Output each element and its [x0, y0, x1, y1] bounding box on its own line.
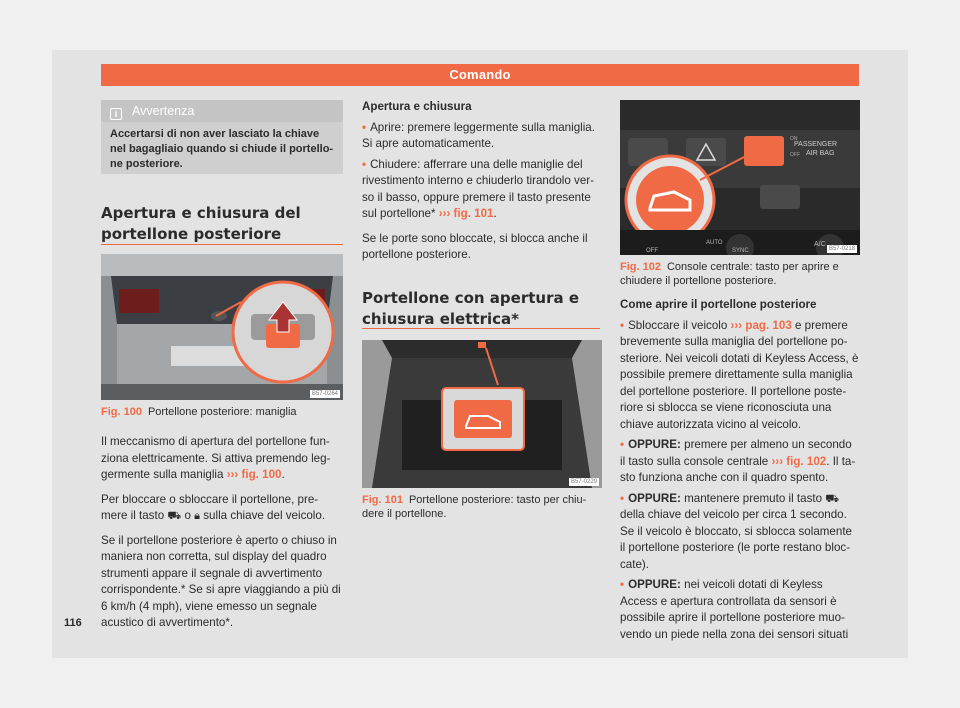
- page-number: 116: [64, 617, 82, 629]
- bullet-icon: •: [362, 120, 367, 134]
- warning-box: [101, 100, 343, 174]
- paragraph: Se le porte sono bloccate, si blocca anche il portellone posteriore.: [362, 231, 588, 261]
- punctuation: .: [281, 468, 285, 481]
- bullet-icon: •: [620, 578, 625, 591]
- figure-number: Fig. 100: [101, 406, 142, 418]
- section2-body: [362, 99, 602, 272]
- punctuation: .: [493, 207, 497, 220]
- bullet-item: [620, 318, 860, 434]
- figure-100-caption: [101, 406, 343, 420]
- bullet-item: [620, 577, 860, 643]
- tailgate-handle-image: [101, 254, 343, 400]
- paragraph-text: o: [184, 509, 191, 522]
- section-heading: Portellone con apertura e chiusura elettrica*: [362, 289, 579, 328]
- ac-label: A/C: [814, 241, 826, 248]
- tailgate-key-icon: ⛟: [825, 492, 840, 505]
- off-label: OFF: [790, 152, 800, 158]
- bullet-icon: •: [620, 318, 625, 332]
- bullet-text: premere per almeno un secondo il tasto sulla console centrale: [620, 438, 852, 468]
- paragraph-text: Per bloccare o sbloccare il portellone, pre- mere il tasto: [101, 492, 319, 522]
- warning-title: Avvertenza: [132, 104, 195, 118]
- subheading: Apertura e chiusura: [362, 100, 472, 113]
- airbag-label: AIR BAG: [806, 150, 835, 157]
- ref-arrow: ›››: [226, 468, 239, 481]
- figure-101: [362, 340, 602, 488]
- bullet-text: della chiave del veicolo per circa 1 secondo. Se il veicolo è bloccato, si sblocca solamente il portellone posteriore (le porte restano bloc- cate).: [620, 508, 852, 571]
- caption-text: Portellone posteriore: maniglia: [147, 406, 297, 418]
- sync-label: SYNC: [732, 248, 749, 254]
- heading-rule: [362, 328, 600, 329]
- caption-text: Console centrale: tasto per aprire e chiudere il portellone posteriore.: [620, 261, 839, 287]
- subheading: Come aprire il portellone posteriore: [620, 298, 817, 311]
- figure-id: B57-0264: [311, 391, 338, 397]
- bullet-text: nei veicoli dotati di Keyless Access e apertura controllata da sensori è possibile aprire il portellone posteriore muo- vendo un piede nella zona dei sensori situati: [620, 578, 849, 641]
- info-icon: i: [110, 108, 122, 120]
- bullet-text: mantenere premuto il tasto: [684, 491, 823, 505]
- section1-body: [101, 434, 343, 640]
- figure-number: Fig. 102: [620, 261, 661, 273]
- bullet-item: [620, 491, 860, 574]
- figure-102-caption: [620, 261, 860, 288]
- figure-link[interactable]: fig. 100: [241, 468, 282, 481]
- figure-link[interactable]: fig. 101: [453, 207, 494, 220]
- paragraph: Se il portellone posteriore è aperto o chiuso in maniera non corretta, sul display del quadro strumenti appare il segnale di avvertimento corrispondente.* Se si apre viaggiando a più di 6 km/h (4 mph), viene emesso un segnale acustico di avvertimento*.: [101, 533, 341, 629]
- figure-id: B57-0229: [570, 479, 597, 485]
- bullet-item: [362, 157, 602, 223]
- paragraph-text: Il meccanismo di apertura del portellone fun- ziona elettricamente. Si attiva premendo leg- germente sulla maniglia: [101, 435, 331, 481]
- bullet-text: e premere brevemente sulla maniglia del portellone po- steriore. Nei veicoli dotati di Keyless Access, è possibile premere direttamente sulla maniglia del portellone posteriore. Il portellone poste- riore si sblocca se viene riconosciuta una chiave autorizzata vicino al veicolo.: [620, 318, 859, 431]
- bullet-item: [620, 437, 860, 487]
- bullet-label: OPPURE:: [628, 438, 681, 451]
- lock-icon: 🔒︎: [194, 510, 201, 522]
- heading-rule: [101, 244, 343, 245]
- center-console-image: [620, 100, 860, 255]
- bullet-text: Sbloccare il veicolo: [628, 318, 728, 332]
- bullet-icon: •: [620, 438, 625, 451]
- section3-body: [620, 297, 860, 651]
- bullet-icon: •: [362, 157, 367, 171]
- ref-arrow: ›››: [771, 454, 784, 468]
- passenger-label: PASSENGER: [794, 141, 838, 148]
- figure-link[interactable]: fig. 102: [786, 454, 827, 468]
- bullet-text: . Il ta- sto funziona anche con il quadro spento.: [620, 454, 856, 484]
- ref-arrow: ›››: [438, 207, 451, 220]
- paragraph: [101, 492, 343, 525]
- on-label: ON: [790, 136, 798, 142]
- paragraph: [101, 434, 343, 484]
- figure-100: [101, 254, 343, 400]
- section-heading: Apertura e chiusura del portellone posteriore: [101, 204, 301, 243]
- bullet-label: OPPURE:: [628, 578, 681, 591]
- figure-number: Fig. 101: [362, 494, 403, 506]
- figure-101-caption: [362, 494, 602, 521]
- page-header: Comando: [101, 64, 859, 86]
- figure-id: B57-0218: [828, 246, 855, 252]
- bullet-item: [362, 120, 602, 153]
- paragraph-text: sulla chiave del veicolo.: [203, 509, 326, 522]
- ref-arrow: ›››: [730, 318, 743, 332]
- bullet-text: Aprire: premere leggermente sulla maniglia. Si apre automaticamente.: [362, 120, 595, 150]
- bullet-icon: •: [620, 491, 625, 505]
- bullet-label: OPPURE:: [628, 491, 681, 505]
- auto-label: AUTO: [706, 240, 723, 246]
- figure-102: [620, 100, 860, 255]
- warning-title-bar: [101, 100, 343, 122]
- bullet-text: Chiudere: afferrare una delle maniglie del rivestimento interno e chiuderlo tirandolo ver- so il basso, oppure premere il tasto presente sul portellone*: [362, 157, 594, 220]
- caption-text: Portellone posteriore: tasto per chiu- dere il portellone.: [362, 494, 587, 520]
- page-link[interactable]: pag. 103: [745, 318, 792, 332]
- tailgate-key-icon: ⛟: [167, 510, 182, 522]
- off2-label: OFF: [646, 248, 658, 254]
- trunk-button-image: [362, 340, 602, 488]
- warning-text: Accertarsi di non aver lasciato la chiave nel bagagliaio quando si chiude il portello- ne posteriore.: [110, 128, 334, 170]
